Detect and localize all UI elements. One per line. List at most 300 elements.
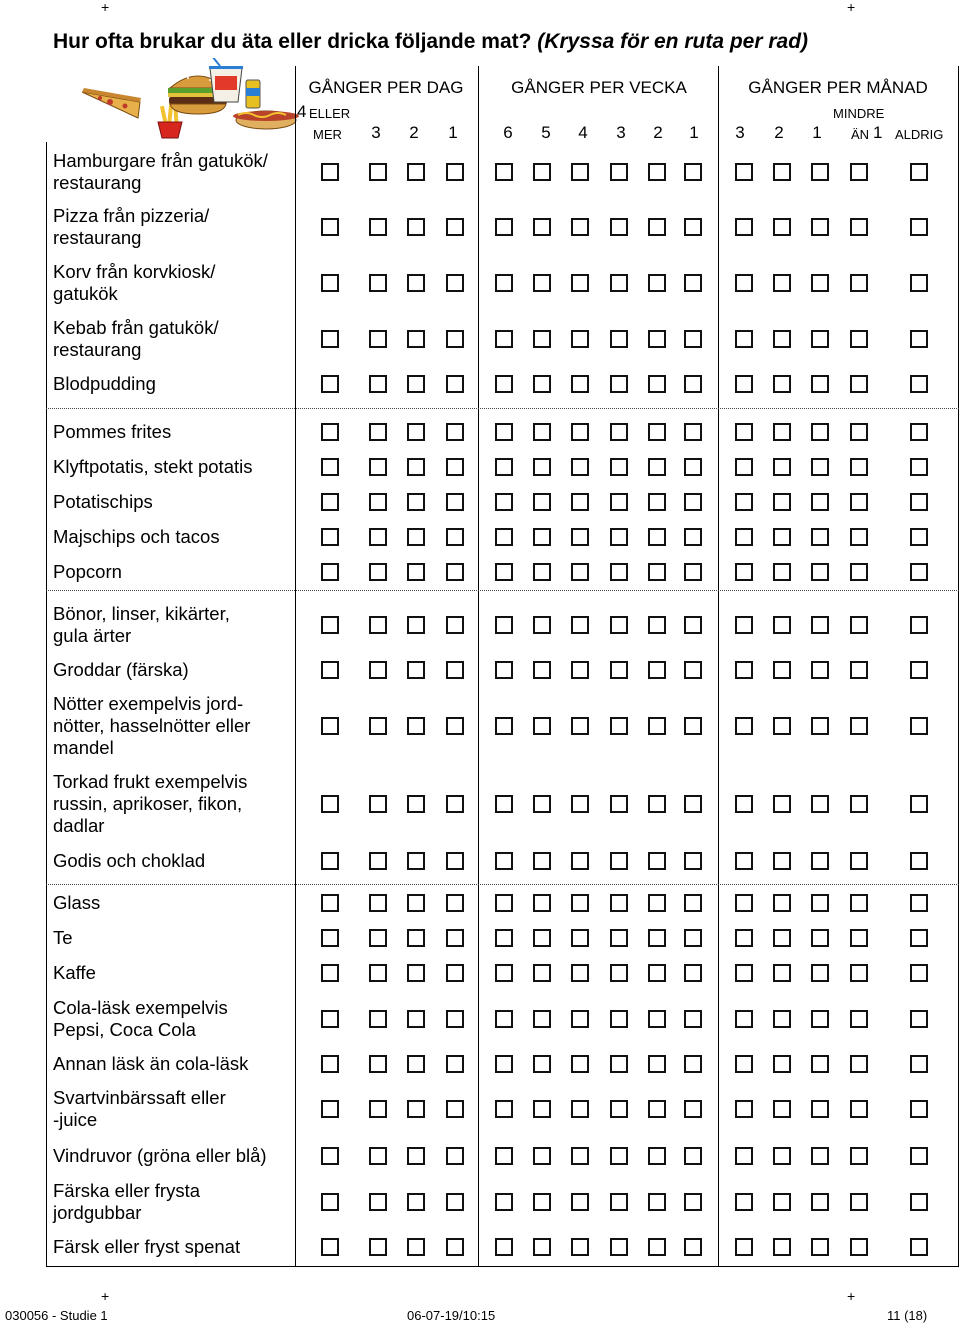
frequency-checkbox[interactable] (610, 330, 628, 348)
frequency-checkbox[interactable] (610, 1147, 628, 1165)
frequency-checkbox[interactable] (610, 964, 628, 982)
frequency-checkbox[interactable] (407, 423, 425, 441)
frequency-checkbox[interactable] (571, 929, 589, 947)
frequency-checkbox[interactable] (369, 423, 387, 441)
frequency-checkbox[interactable] (910, 375, 928, 393)
frequency-checkbox[interactable] (850, 894, 868, 912)
frequency-checkbox[interactable] (773, 163, 791, 181)
frequency-checkbox[interactable] (773, 894, 791, 912)
frequency-checkbox[interactable] (446, 964, 464, 982)
frequency-checkbox[interactable] (533, 1193, 551, 1211)
frequency-checkbox[interactable] (735, 852, 753, 870)
frequency-checkbox[interactable] (773, 1100, 791, 1118)
frequency-checkbox[interactable] (684, 929, 702, 947)
frequency-checkbox[interactable] (369, 717, 387, 735)
frequency-checkbox[interactable] (571, 458, 589, 476)
frequency-checkbox[interactable] (369, 163, 387, 181)
frequency-checkbox[interactable] (407, 375, 425, 393)
frequency-checkbox[interactable] (910, 528, 928, 546)
frequency-checkbox[interactable] (495, 375, 513, 393)
frequency-checkbox[interactable] (495, 1055, 513, 1073)
frequency-checkbox[interactable] (533, 493, 551, 511)
frequency-checkbox[interactable] (684, 528, 702, 546)
frequency-checkbox[interactable] (321, 274, 339, 292)
frequency-checkbox[interactable] (495, 528, 513, 546)
frequency-checkbox[interactable] (811, 218, 829, 236)
frequency-checkbox[interactable] (811, 528, 829, 546)
frequency-checkbox[interactable] (610, 423, 628, 441)
frequency-checkbox[interactable] (571, 1100, 589, 1118)
frequency-checkbox[interactable] (571, 1238, 589, 1256)
frequency-checkbox[interactable] (571, 563, 589, 581)
frequency-checkbox[interactable] (811, 852, 829, 870)
frequency-checkbox[interactable] (773, 493, 791, 511)
frequency-checkbox[interactable] (533, 1010, 551, 1028)
frequency-checkbox[interactable] (369, 1055, 387, 1073)
frequency-checkbox[interactable] (446, 274, 464, 292)
frequency-checkbox[interactable] (648, 1147, 666, 1165)
frequency-checkbox[interactable] (407, 616, 425, 634)
frequency-checkbox[interactable] (910, 616, 928, 634)
frequency-checkbox[interactable] (321, 1010, 339, 1028)
frequency-checkbox[interactable] (648, 661, 666, 679)
frequency-checkbox[interactable] (446, 852, 464, 870)
frequency-checkbox[interactable] (910, 964, 928, 982)
frequency-checkbox[interactable] (684, 852, 702, 870)
frequency-checkbox[interactable] (407, 661, 425, 679)
frequency-checkbox[interactable] (648, 218, 666, 236)
frequency-checkbox[interactable] (369, 330, 387, 348)
frequency-checkbox[interactable] (735, 1100, 753, 1118)
frequency-checkbox[interactable] (684, 563, 702, 581)
frequency-checkbox[interactable] (495, 964, 513, 982)
frequency-checkbox[interactable] (648, 274, 666, 292)
frequency-checkbox[interactable] (773, 795, 791, 813)
frequency-checkbox[interactable] (369, 458, 387, 476)
frequency-checkbox[interactable] (495, 717, 513, 735)
frequency-checkbox[interactable] (850, 423, 868, 441)
frequency-checkbox[interactable] (533, 330, 551, 348)
frequency-checkbox[interactable] (571, 528, 589, 546)
frequency-checkbox[interactable] (369, 218, 387, 236)
frequency-checkbox[interactable] (735, 528, 753, 546)
frequency-checkbox[interactable] (684, 423, 702, 441)
frequency-checkbox[interactable] (495, 1100, 513, 1118)
frequency-checkbox[interactable] (321, 1193, 339, 1211)
frequency-checkbox[interactable] (533, 528, 551, 546)
frequency-checkbox[interactable] (610, 1238, 628, 1256)
frequency-checkbox[interactable] (773, 1193, 791, 1211)
frequency-checkbox[interactable] (495, 218, 513, 236)
frequency-checkbox[interactable] (910, 1238, 928, 1256)
frequency-checkbox[interactable] (850, 1238, 868, 1256)
frequency-checkbox[interactable] (648, 852, 666, 870)
frequency-checkbox[interactable] (407, 458, 425, 476)
frequency-checkbox[interactable] (407, 163, 425, 181)
frequency-checkbox[interactable] (648, 528, 666, 546)
frequency-checkbox[interactable] (495, 852, 513, 870)
frequency-checkbox[interactable] (407, 1238, 425, 1256)
frequency-checkbox[interactable] (610, 218, 628, 236)
frequency-checkbox[interactable] (610, 493, 628, 511)
frequency-checkbox[interactable] (850, 717, 868, 735)
frequency-checkbox[interactable] (571, 964, 589, 982)
frequency-checkbox[interactable] (321, 458, 339, 476)
frequency-checkbox[interactable] (571, 894, 589, 912)
frequency-checkbox[interactable] (407, 528, 425, 546)
frequency-checkbox[interactable] (571, 616, 589, 634)
frequency-checkbox[interactable] (321, 330, 339, 348)
frequency-checkbox[interactable] (735, 493, 753, 511)
frequency-checkbox[interactable] (321, 563, 339, 581)
frequency-checkbox[interactable] (735, 218, 753, 236)
frequency-checkbox[interactable] (369, 795, 387, 813)
frequency-checkbox[interactable] (773, 852, 791, 870)
frequency-checkbox[interactable] (735, 929, 753, 947)
frequency-checkbox[interactable] (811, 1100, 829, 1118)
frequency-checkbox[interactable] (446, 1147, 464, 1165)
frequency-checkbox[interactable] (321, 528, 339, 546)
frequency-checkbox[interactable] (910, 330, 928, 348)
frequency-checkbox[interactable] (773, 929, 791, 947)
frequency-checkbox[interactable] (684, 218, 702, 236)
frequency-checkbox[interactable] (407, 852, 425, 870)
frequency-checkbox[interactable] (910, 423, 928, 441)
frequency-checkbox[interactable] (369, 1100, 387, 1118)
frequency-checkbox[interactable] (495, 1147, 513, 1165)
frequency-checkbox[interactable] (571, 274, 589, 292)
frequency-checkbox[interactable] (910, 894, 928, 912)
frequency-checkbox[interactable] (369, 964, 387, 982)
frequency-checkbox[interactable] (648, 717, 666, 735)
frequency-checkbox[interactable] (446, 528, 464, 546)
frequency-checkbox[interactable] (407, 493, 425, 511)
frequency-checkbox[interactable] (684, 375, 702, 393)
frequency-checkbox[interactable] (533, 423, 551, 441)
frequency-checkbox[interactable] (850, 964, 868, 982)
frequency-checkbox[interactable] (850, 1100, 868, 1118)
frequency-checkbox[interactable] (407, 1193, 425, 1211)
frequency-checkbox[interactable] (811, 458, 829, 476)
frequency-checkbox[interactable] (610, 528, 628, 546)
frequency-checkbox[interactable] (446, 616, 464, 634)
frequency-checkbox[interactable] (321, 929, 339, 947)
frequency-checkbox[interactable] (446, 717, 464, 735)
frequency-checkbox[interactable] (811, 1055, 829, 1073)
frequency-checkbox[interactable] (811, 894, 829, 912)
frequency-checkbox[interactable] (533, 717, 551, 735)
frequency-checkbox[interactable] (321, 894, 339, 912)
frequency-checkbox[interactable] (571, 375, 589, 393)
frequency-checkbox[interactable] (910, 458, 928, 476)
frequency-checkbox[interactable] (495, 163, 513, 181)
frequency-checkbox[interactable] (850, 493, 868, 511)
frequency-checkbox[interactable] (684, 274, 702, 292)
frequency-checkbox[interactable] (533, 795, 551, 813)
frequency-checkbox[interactable] (735, 563, 753, 581)
frequency-checkbox[interactable] (533, 163, 551, 181)
frequency-checkbox[interactable] (495, 795, 513, 813)
frequency-checkbox[interactable] (811, 1147, 829, 1165)
frequency-checkbox[interactable] (648, 1100, 666, 1118)
frequency-checkbox[interactable] (446, 1055, 464, 1073)
frequency-checkbox[interactable] (495, 1010, 513, 1028)
frequency-checkbox[interactable] (811, 717, 829, 735)
frequency-checkbox[interactable] (610, 894, 628, 912)
frequency-checkbox[interactable] (446, 1193, 464, 1211)
frequency-checkbox[interactable] (407, 1010, 425, 1028)
frequency-checkbox[interactable] (446, 1238, 464, 1256)
frequency-checkbox[interactable] (571, 493, 589, 511)
frequency-checkbox[interactable] (910, 1193, 928, 1211)
frequency-checkbox[interactable] (850, 795, 868, 813)
frequency-checkbox[interactable] (369, 1147, 387, 1165)
frequency-checkbox[interactable] (850, 661, 868, 679)
frequency-checkbox[interactable] (533, 852, 551, 870)
frequency-checkbox[interactable] (495, 661, 513, 679)
frequency-checkbox[interactable] (735, 1238, 753, 1256)
frequency-checkbox[interactable] (533, 563, 551, 581)
frequency-checkbox[interactable] (910, 795, 928, 813)
frequency-checkbox[interactable] (811, 795, 829, 813)
frequency-checkbox[interactable] (648, 330, 666, 348)
frequency-checkbox[interactable] (773, 330, 791, 348)
frequency-checkbox[interactable] (684, 616, 702, 634)
frequency-checkbox[interactable] (773, 1238, 791, 1256)
frequency-checkbox[interactable] (850, 458, 868, 476)
frequency-checkbox[interactable] (495, 894, 513, 912)
frequency-checkbox[interactable] (735, 1193, 753, 1211)
frequency-checkbox[interactable] (571, 717, 589, 735)
frequency-checkbox[interactable] (321, 717, 339, 735)
frequency-checkbox[interactable] (321, 1100, 339, 1118)
frequency-checkbox[interactable] (735, 1010, 753, 1028)
frequency-checkbox[interactable] (407, 1100, 425, 1118)
frequency-checkbox[interactable] (369, 852, 387, 870)
frequency-checkbox[interactable] (446, 563, 464, 581)
frequency-checkbox[interactable] (773, 528, 791, 546)
frequency-checkbox[interactable] (533, 929, 551, 947)
frequency-checkbox[interactable] (446, 218, 464, 236)
frequency-checkbox[interactable] (369, 375, 387, 393)
frequency-checkbox[interactable] (610, 375, 628, 393)
frequency-checkbox[interactable] (850, 1193, 868, 1211)
frequency-checkbox[interactable] (910, 274, 928, 292)
frequency-checkbox[interactable] (910, 1010, 928, 1028)
frequency-checkbox[interactable] (735, 661, 753, 679)
frequency-checkbox[interactable] (495, 1238, 513, 1256)
frequency-checkbox[interactable] (446, 661, 464, 679)
frequency-checkbox[interactable] (533, 894, 551, 912)
frequency-checkbox[interactable] (910, 1055, 928, 1073)
frequency-checkbox[interactable] (648, 894, 666, 912)
frequency-checkbox[interactable] (533, 661, 551, 679)
frequency-checkbox[interactable] (811, 375, 829, 393)
frequency-checkbox[interactable] (407, 795, 425, 813)
frequency-checkbox[interactable] (735, 163, 753, 181)
frequency-checkbox[interactable] (571, 1010, 589, 1028)
frequency-checkbox[interactable] (773, 458, 791, 476)
frequency-checkbox[interactable] (684, 163, 702, 181)
frequency-checkbox[interactable] (850, 1147, 868, 1165)
frequency-checkbox[interactable] (684, 1010, 702, 1028)
frequency-checkbox[interactable] (407, 1147, 425, 1165)
frequency-checkbox[interactable] (648, 163, 666, 181)
frequency-checkbox[interactable] (648, 1010, 666, 1028)
frequency-checkbox[interactable] (850, 218, 868, 236)
frequency-checkbox[interactable] (850, 528, 868, 546)
frequency-checkbox[interactable] (773, 717, 791, 735)
frequency-checkbox[interactable] (407, 274, 425, 292)
frequency-checkbox[interactable] (773, 423, 791, 441)
frequency-checkbox[interactable] (533, 458, 551, 476)
frequency-checkbox[interactable] (407, 929, 425, 947)
frequency-checkbox[interactable] (910, 493, 928, 511)
frequency-checkbox[interactable] (321, 1238, 339, 1256)
frequency-checkbox[interactable] (610, 563, 628, 581)
frequency-checkbox[interactable] (684, 1193, 702, 1211)
frequency-checkbox[interactable] (910, 563, 928, 581)
frequency-checkbox[interactable] (811, 274, 829, 292)
frequency-checkbox[interactable] (811, 423, 829, 441)
frequency-checkbox[interactable] (369, 894, 387, 912)
frequency-checkbox[interactable] (571, 1055, 589, 1073)
frequency-checkbox[interactable] (321, 1147, 339, 1165)
frequency-checkbox[interactable] (571, 661, 589, 679)
frequency-checkbox[interactable] (735, 616, 753, 634)
frequency-checkbox[interactable] (407, 218, 425, 236)
frequency-checkbox[interactable] (648, 1193, 666, 1211)
frequency-checkbox[interactable] (684, 1055, 702, 1073)
frequency-checkbox[interactable] (610, 1193, 628, 1211)
frequency-checkbox[interactable] (735, 1055, 753, 1073)
frequency-checkbox[interactable] (684, 717, 702, 735)
frequency-checkbox[interactable] (571, 218, 589, 236)
frequency-checkbox[interactable] (735, 964, 753, 982)
frequency-checkbox[interactable] (773, 375, 791, 393)
frequency-checkbox[interactable] (321, 616, 339, 634)
frequency-checkbox[interactable] (850, 929, 868, 947)
frequency-checkbox[interactable] (850, 1010, 868, 1028)
frequency-checkbox[interactable] (648, 1238, 666, 1256)
frequency-checkbox[interactable] (648, 423, 666, 441)
frequency-checkbox[interactable] (735, 894, 753, 912)
frequency-checkbox[interactable] (773, 661, 791, 679)
frequency-checkbox[interactable] (610, 1055, 628, 1073)
frequency-checkbox[interactable] (648, 795, 666, 813)
frequency-checkbox[interactable] (495, 423, 513, 441)
frequency-checkbox[interactable] (446, 458, 464, 476)
frequency-checkbox[interactable] (369, 563, 387, 581)
frequency-checkbox[interactable] (407, 964, 425, 982)
frequency-checkbox[interactable] (446, 330, 464, 348)
frequency-checkbox[interactable] (648, 616, 666, 634)
frequency-checkbox[interactable] (321, 964, 339, 982)
frequency-checkbox[interactable] (446, 423, 464, 441)
frequency-checkbox[interactable] (495, 493, 513, 511)
frequency-checkbox[interactable] (571, 852, 589, 870)
frequency-checkbox[interactable] (610, 616, 628, 634)
frequency-checkbox[interactable] (684, 1238, 702, 1256)
frequency-checkbox[interactable] (850, 163, 868, 181)
frequency-checkbox[interactable] (369, 493, 387, 511)
frequency-checkbox[interactable] (773, 1055, 791, 1073)
frequency-checkbox[interactable] (321, 795, 339, 813)
frequency-checkbox[interactable] (684, 330, 702, 348)
frequency-checkbox[interactable] (910, 1147, 928, 1165)
frequency-checkbox[interactable] (533, 1147, 551, 1165)
frequency-checkbox[interactable] (735, 423, 753, 441)
frequency-checkbox[interactable] (735, 717, 753, 735)
frequency-checkbox[interactable] (684, 493, 702, 511)
frequency-checkbox[interactable] (684, 1100, 702, 1118)
frequency-checkbox[interactable] (407, 894, 425, 912)
frequency-checkbox[interactable] (321, 852, 339, 870)
frequency-checkbox[interactable] (910, 929, 928, 947)
frequency-checkbox[interactable] (571, 330, 589, 348)
frequency-checkbox[interactable] (811, 1238, 829, 1256)
frequency-checkbox[interactable] (811, 563, 829, 581)
frequency-checkbox[interactable] (533, 1100, 551, 1118)
frequency-checkbox[interactable] (495, 616, 513, 634)
frequency-checkbox[interactable] (811, 616, 829, 634)
frequency-checkbox[interactable] (369, 528, 387, 546)
frequency-checkbox[interactable] (773, 616, 791, 634)
frequency-checkbox[interactable] (773, 218, 791, 236)
frequency-checkbox[interactable] (684, 661, 702, 679)
frequency-checkbox[interactable] (910, 717, 928, 735)
frequency-checkbox[interactable] (684, 795, 702, 813)
frequency-checkbox[interactable] (369, 274, 387, 292)
frequency-checkbox[interactable] (648, 458, 666, 476)
frequency-checkbox[interactable] (684, 458, 702, 476)
frequency-checkbox[interactable] (910, 661, 928, 679)
frequency-checkbox[interactable] (610, 274, 628, 292)
frequency-checkbox[interactable] (369, 929, 387, 947)
frequency-checkbox[interactable] (321, 375, 339, 393)
frequency-checkbox[interactable] (407, 1055, 425, 1073)
frequency-checkbox[interactable] (495, 458, 513, 476)
frequency-checkbox[interactable] (321, 661, 339, 679)
frequency-checkbox[interactable] (850, 852, 868, 870)
frequency-checkbox[interactable] (610, 661, 628, 679)
frequency-checkbox[interactable] (811, 1010, 829, 1028)
frequency-checkbox[interactable] (369, 1238, 387, 1256)
frequency-checkbox[interactable] (648, 375, 666, 393)
frequency-checkbox[interactable] (811, 1193, 829, 1211)
frequency-checkbox[interactable] (369, 1193, 387, 1211)
frequency-checkbox[interactable] (773, 274, 791, 292)
frequency-checkbox[interactable] (446, 894, 464, 912)
frequency-checkbox[interactable] (571, 795, 589, 813)
frequency-checkbox[interactable] (495, 1193, 513, 1211)
frequency-checkbox[interactable] (773, 1010, 791, 1028)
frequency-checkbox[interactable] (850, 1055, 868, 1073)
frequency-checkbox[interactable] (495, 274, 513, 292)
frequency-checkbox[interactable] (446, 795, 464, 813)
frequency-checkbox[interactable] (684, 964, 702, 982)
frequency-checkbox[interactable] (850, 274, 868, 292)
frequency-checkbox[interactable] (773, 964, 791, 982)
frequency-checkbox[interactable] (773, 1147, 791, 1165)
frequency-checkbox[interactable] (850, 616, 868, 634)
frequency-checkbox[interactable] (735, 458, 753, 476)
frequency-checkbox[interactable] (910, 1100, 928, 1118)
frequency-checkbox[interactable] (648, 493, 666, 511)
frequency-checkbox[interactable] (910, 218, 928, 236)
frequency-checkbox[interactable] (910, 163, 928, 181)
frequency-checkbox[interactable] (811, 330, 829, 348)
